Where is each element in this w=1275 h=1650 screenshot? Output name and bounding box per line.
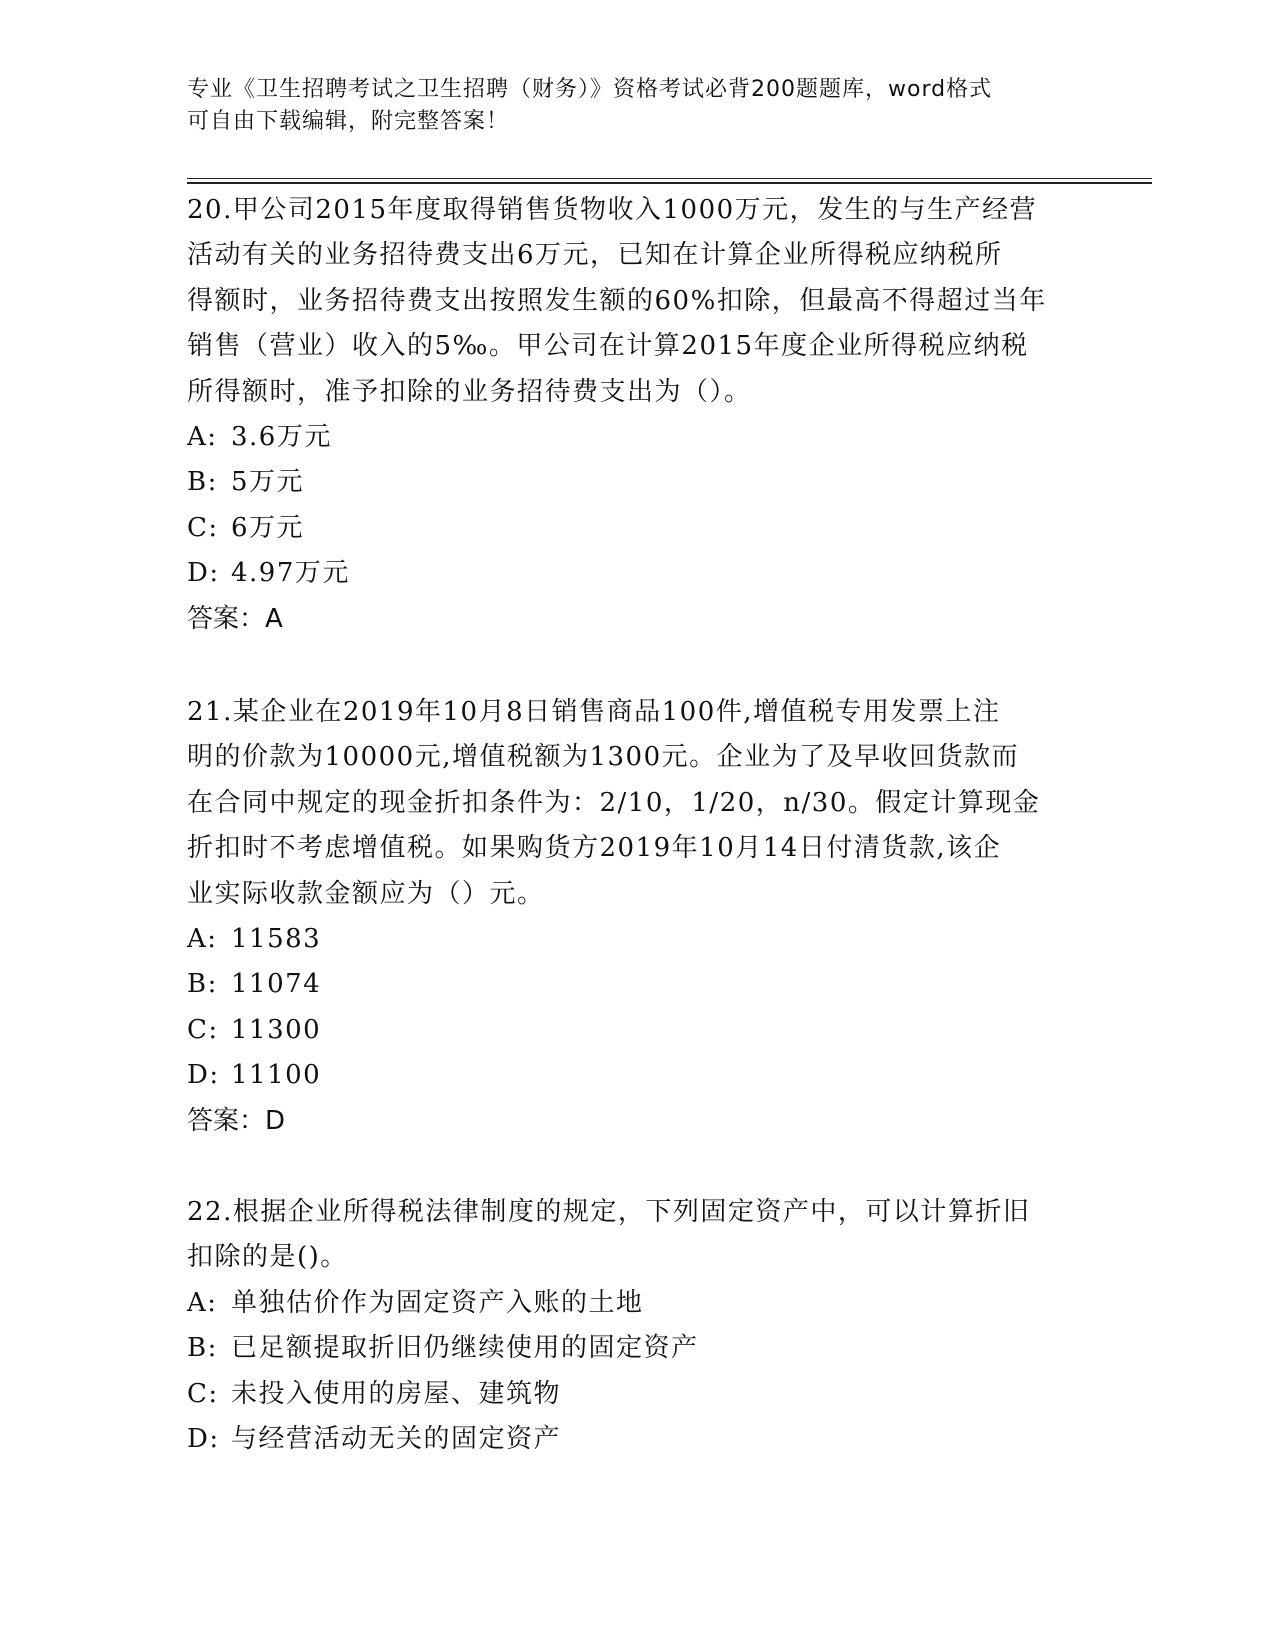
option-b xyxy=(187,460,1087,505)
option-letter: A: xyxy=(187,422,218,453)
option-letter: C: xyxy=(187,1378,219,1409)
option-c xyxy=(187,506,1087,551)
option-letter: B: xyxy=(187,1333,218,1364)
stem-line: 扣除的是()。 xyxy=(187,1242,348,1273)
option-text: 单独估价作为固定资产入账的土地 xyxy=(231,1287,644,1318)
option-letter: A: xyxy=(187,1287,218,1318)
option-text: 3.6万元 xyxy=(231,422,332,453)
document-header xyxy=(187,74,1087,138)
stem-line: 折扣时不考虑增值税。如果购货方2019年10月14日付清货款,该企 xyxy=(187,833,1002,864)
stem-line: 业实际收款金额应为（）元。 xyxy=(187,878,545,909)
stem-line: 销售（营业）收入的5‰。甲公司在计算2015年度企业所得税应纳税 xyxy=(187,331,1029,362)
option-text: 已足额提取折旧仍继续使用的固定资产 xyxy=(231,1333,699,1364)
answer-line: 答案：A xyxy=(187,603,283,634)
question-stem xyxy=(187,690,1087,917)
option-text: 6万元 xyxy=(231,512,305,543)
header-divider-thick xyxy=(187,182,1152,184)
stem-line: 所得额时，准予扣除的业务招待费支出为（）。 xyxy=(187,376,752,407)
option-text: 未投入使用的房屋、建筑物 xyxy=(231,1378,562,1409)
header-line-2: 可自由下载编辑，附完整答案！ xyxy=(187,109,510,134)
option-c xyxy=(187,1008,1087,1053)
answer-line: 答案：D xyxy=(187,1105,286,1136)
option-a xyxy=(187,1281,1087,1326)
question-stem xyxy=(187,188,1087,415)
question-21 xyxy=(187,690,1087,1144)
option-letter: B: xyxy=(187,969,218,1000)
option-a xyxy=(187,415,1087,460)
option-text: 11100 xyxy=(231,1060,322,1091)
option-text: 4.97万元 xyxy=(231,558,350,589)
option-d xyxy=(187,1053,1087,1098)
stem-line: 活动有关的业务招待费支出6万元，已知在计算企业所得税应纳税所 xyxy=(187,240,1003,271)
option-text: 5万元 xyxy=(231,467,305,498)
header-line-1: 专业《卫生招聘考试之卫生招聘（财务）》资格考试必背200题题库，word格式 xyxy=(187,77,993,102)
option-letter: D: xyxy=(187,1424,220,1455)
stem-line: 明的价款为10000元,增值税额为1300元。企业为了及早收回货款而 xyxy=(187,742,1020,773)
question-20 xyxy=(187,188,1087,642)
stem-line: 21.某企业在2019年10月8日销售商品100件,增值税专用发票上注 xyxy=(187,697,1001,727)
option-c xyxy=(187,1372,1087,1417)
option-letter: C: xyxy=(187,1014,219,1045)
stem-line: 在合同中规定的现金折扣条件为：2/10，1/20，n/30。假定计算现金 xyxy=(187,787,1041,818)
question-22 xyxy=(187,1190,1087,1462)
option-a xyxy=(187,917,1087,962)
option-d xyxy=(187,1417,1087,1462)
stem-line: 22.根据企业所得税法律制度的规定，下列固定资产中，可以计算折旧 xyxy=(187,1197,1031,1227)
option-text: 11300 xyxy=(231,1014,322,1045)
stem-line: 20.甲公司2015年度取得销售货物收入1000万元，发生的与生产经营 xyxy=(187,195,1038,225)
option-text: 11074 xyxy=(231,969,322,1000)
option-d xyxy=(187,551,1087,596)
option-text: 11583 xyxy=(231,924,322,955)
option-letter: D: xyxy=(187,1060,220,1091)
option-b xyxy=(187,1326,1087,1371)
option-letter: A: xyxy=(187,924,218,955)
option-letter: C: xyxy=(187,512,219,543)
question-stem xyxy=(187,1190,1087,1281)
header-divider-thin xyxy=(187,178,1152,179)
option-b xyxy=(187,962,1087,1007)
stem-line: 得额时，业务招待费支出按照发生额的60%扣除，但最高不得超过当年 xyxy=(187,285,1047,316)
option-letter: B: xyxy=(187,467,218,498)
option-letter: D: xyxy=(187,558,220,589)
option-text: 与经营活动无关的固定资产 xyxy=(231,1424,562,1455)
